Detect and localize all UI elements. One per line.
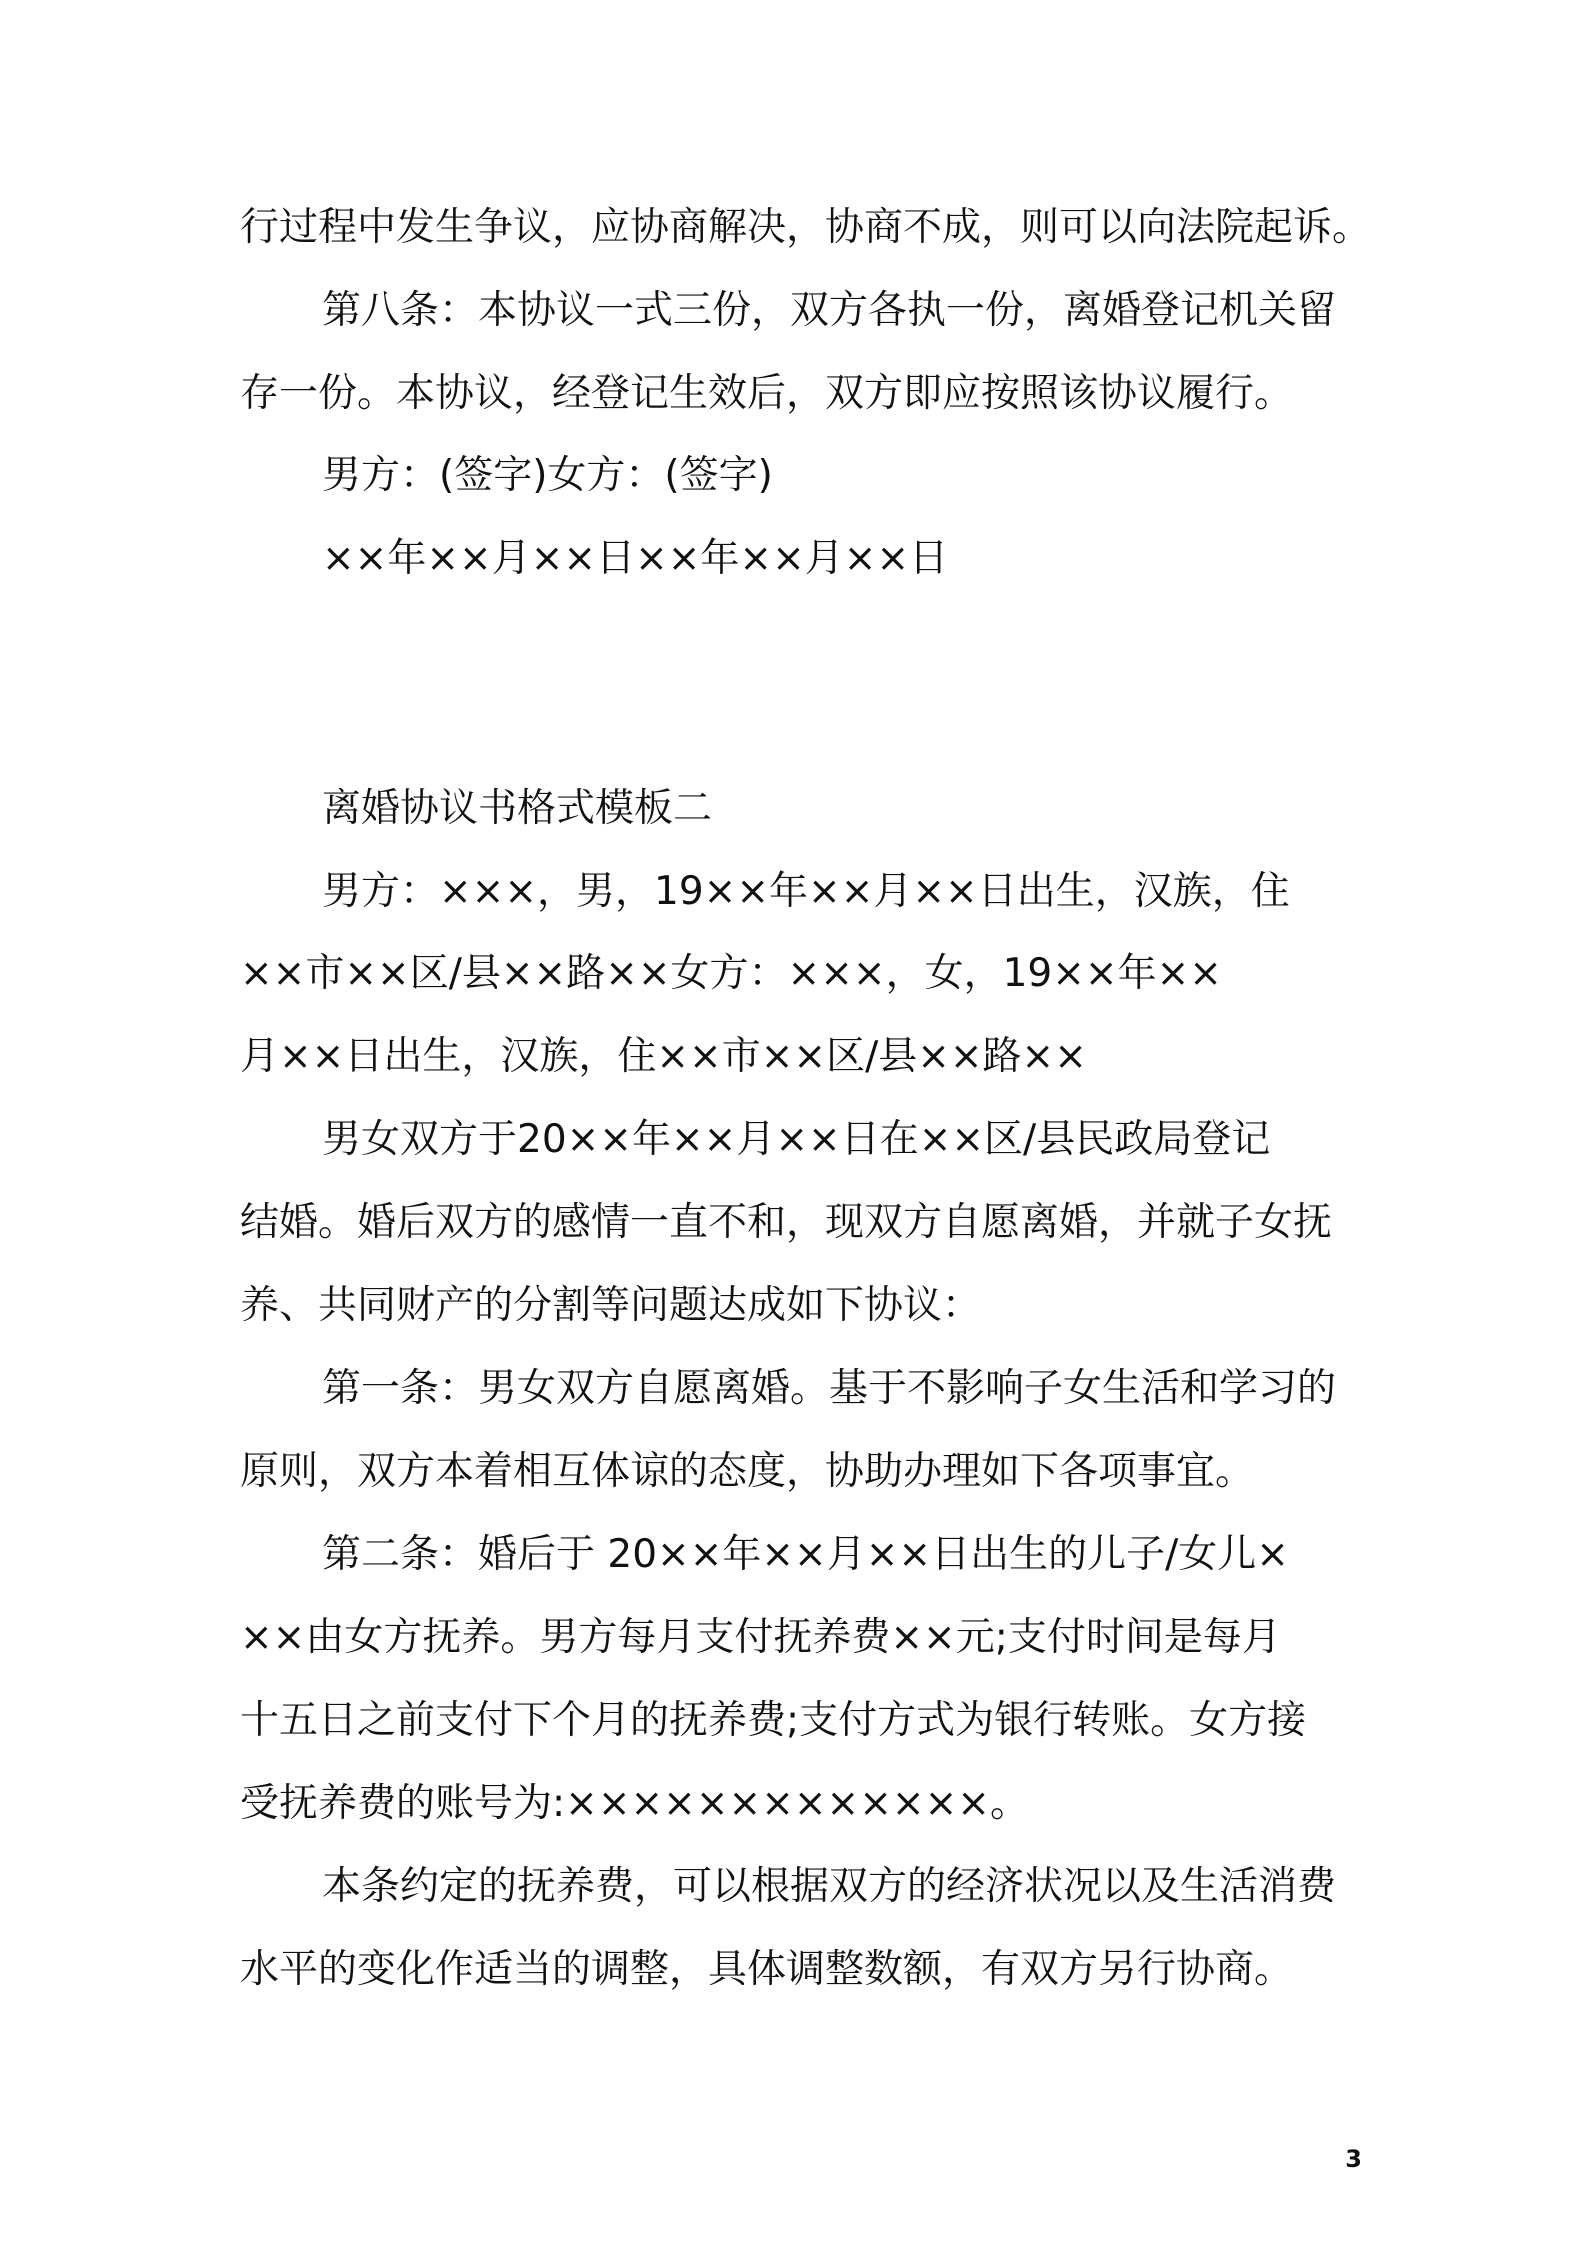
support-paragraph-line-1: 本条约定的抚养费，可以根据双方的经济状况以及生活消费 (322, 1864, 1337, 1909)
article-2-line-2: ××由女方抚养。男方每月支付抚养费××元;支付时间是每月 (240, 1615, 1281, 1660)
article-2-line-1: 第二条：婚后于 20××年××月××日出生的儿子/女儿× (322, 1532, 1289, 1577)
intro-line-3: 养、共同财产的分割等问题达成如下协议： (240, 1283, 982, 1328)
article-1-line-2: 原则，双方本着相互体谅的态度，协助办理如下各项事宜。 (240, 1449, 1255, 1494)
article-8-line-1: 第八条：本协议一式三份，双方各执一份，离婚登记机关留 (322, 288, 1337, 333)
parties-line-2: ××市××区/县××路××女方：×××，女，19××年×× (240, 951, 1222, 996)
section-title: 离婚协议书格式模板二 (322, 786, 713, 831)
page-number: 3 (1345, 2145, 1362, 2173)
intro-line-2: 结婚。婚后双方的感情一直不和，现双方自愿离婚，并就子女抚 (240, 1200, 1333, 1245)
article-8-line-2: 存一份。本协议，经登记生效后，双方即应按照该协议履行。 (240, 371, 1294, 416)
article-1-line-1: 第一条：男女双方自愿离婚。基于不影响子女生活和学习的 (322, 1366, 1337, 1411)
article-2-line-4: 受抚养费的账号为:×××××××××××××。 (240, 1781, 1029, 1826)
support-paragraph-line-2: 水平的变化作适当的调整，具体调整数额，有双方另行协商。 (240, 1947, 1294, 1992)
article-2-line-3: 十五日之前支付下个月的抚养费;支付方式为银行转账。女方接 (240, 1698, 1307, 1743)
text-line-1: 行过程中发生争议，应协商解决，协商不成，则可以向法院起诉。 (240, 205, 1372, 250)
date-line: ××年××月××日××年××月××日 (322, 536, 949, 581)
signature-line: 男方：(签字)女方：(签字) (322, 453, 773, 498)
parties-line-1: 男方：×××，男，19××年××月××日出生，汉族，住 (322, 869, 1290, 914)
intro-line-1: 男女双方于20××年××月××日在××区/县民政局登记 (322, 1117, 1271, 1162)
parties-line-3: 月××日出生，汉族，住××市××区/县××路×× (240, 1034, 1087, 1079)
